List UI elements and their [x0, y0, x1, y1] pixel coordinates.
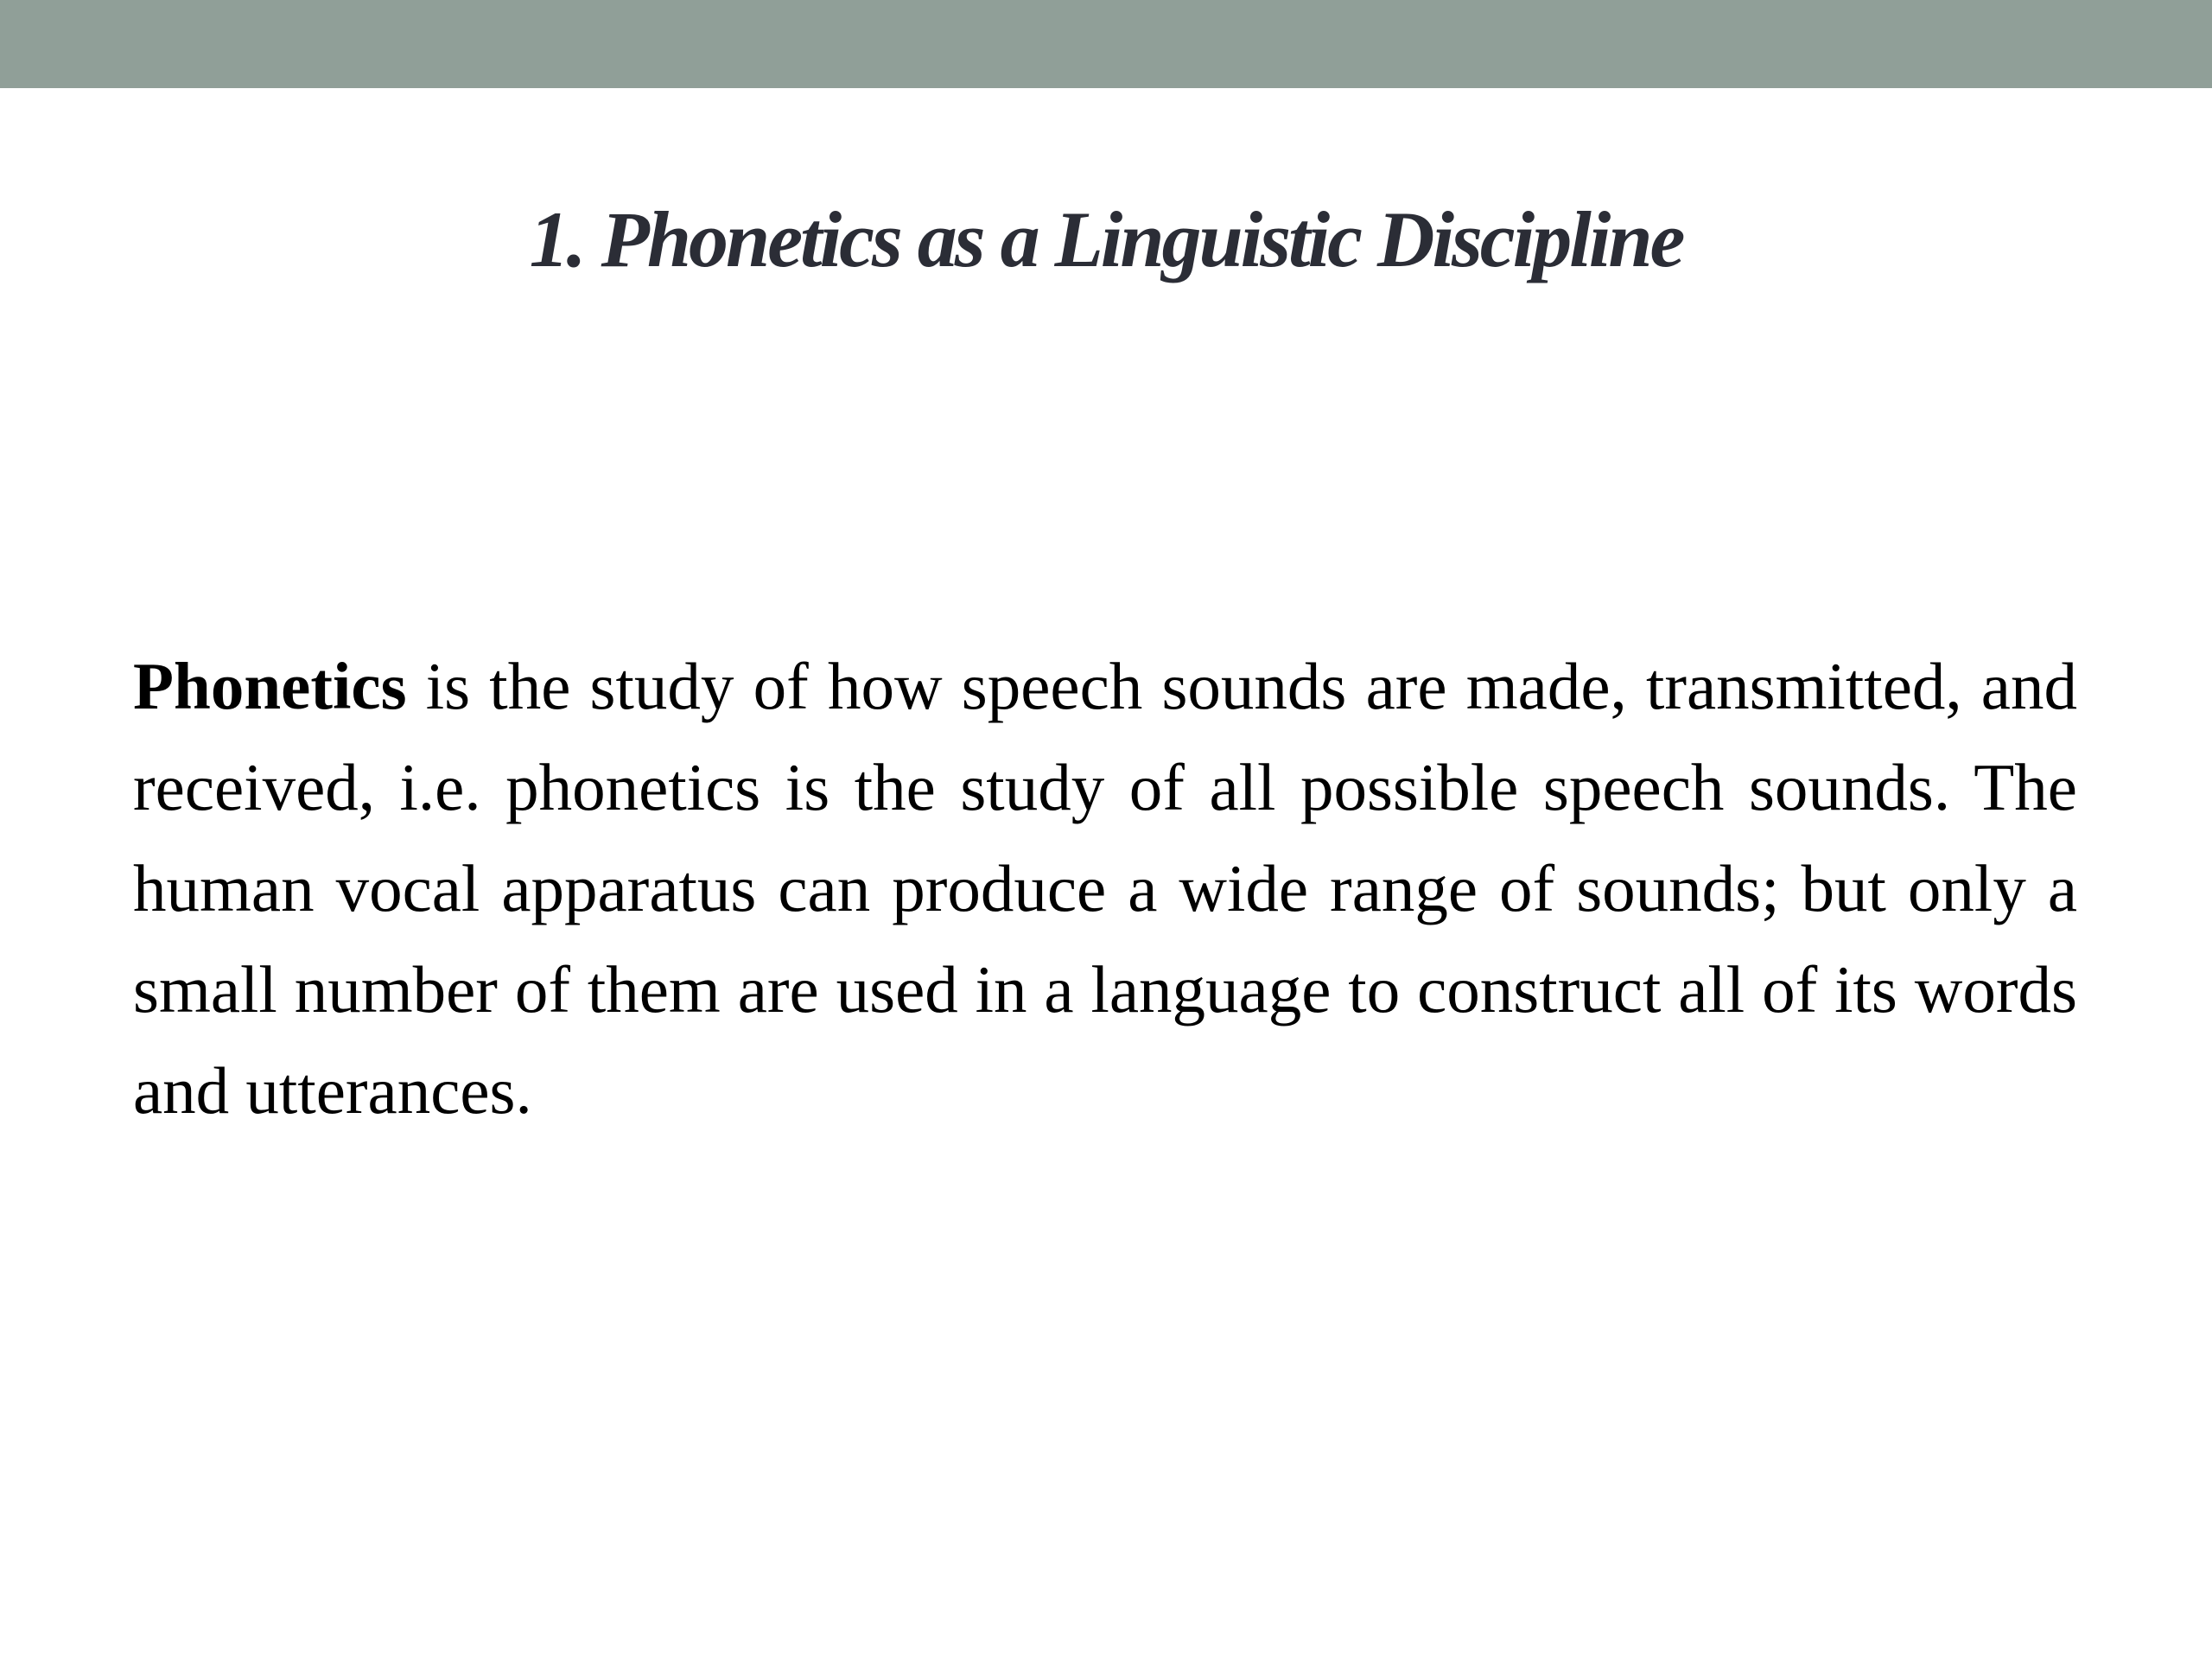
slide-body-paragraph: [133, 636, 2077, 1141]
definition-text: is the study of how speech sounds are made, transmitted, and received, i.e. phonetics is the study of all possible speech sounds. The human vocal apparatus can produce a wide range of sounds; but only a small number of them are used in a language to construct all of its words and utterances.: [133, 649, 2077, 1128]
slide-title: 1. Phonetics as a Linguistic Discipline: [529, 195, 1683, 283]
defined-term: Phonetics: [133, 649, 407, 723]
top-banner: [0, 0, 2212, 88]
